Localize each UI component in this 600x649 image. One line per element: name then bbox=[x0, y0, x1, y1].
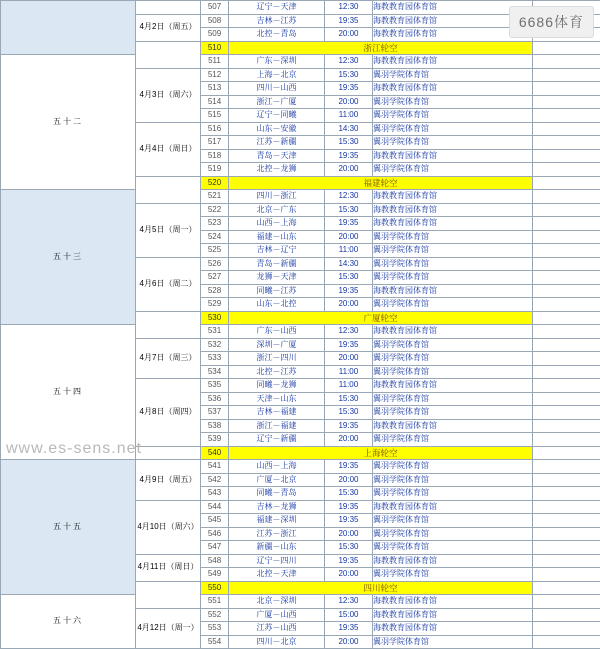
matchup-cell: 浙江－福建 bbox=[229, 419, 325, 433]
match-number: 542 bbox=[201, 473, 229, 487]
time-cell: 11:00 bbox=[325, 244, 373, 258]
broadcast-cell: 翼羽学院体育馆 bbox=[373, 109, 533, 123]
matchup-cell: 江苏－山西 bbox=[229, 622, 325, 636]
match-number: 540 bbox=[201, 446, 229, 460]
broadcast-cell: 海教教育园体育馆 bbox=[373, 419, 533, 433]
matchup-cell: 北控－江苏 bbox=[229, 365, 325, 379]
time-cell: 19:35 bbox=[325, 554, 373, 568]
spacer-cell bbox=[533, 595, 600, 609]
spacer-cell bbox=[533, 163, 600, 177]
time-cell: 15:30 bbox=[325, 136, 373, 150]
broadcast-cell: 翼羽学院体育馆 bbox=[373, 257, 533, 271]
match-number: 531 bbox=[201, 325, 229, 339]
bye-label: 广厦轮空 bbox=[229, 311, 533, 325]
broadcast-cell: 海教教育园体育馆 bbox=[373, 284, 533, 298]
time-cell: 15:30 bbox=[325, 487, 373, 501]
bye-label: 浙江轮空 bbox=[229, 41, 533, 55]
matchup-cell: 福建－深圳 bbox=[229, 514, 325, 528]
spacer-cell bbox=[533, 68, 600, 82]
table-row bbox=[1, 460, 600, 474]
time-cell: 12:30 bbox=[325, 55, 373, 69]
matchup-cell: 北京－广东 bbox=[229, 203, 325, 217]
matchup-cell: 浙江－四川 bbox=[229, 352, 325, 366]
time-cell: 12:30 bbox=[325, 190, 373, 204]
broadcast-cell: 翼羽学院体育馆 bbox=[373, 392, 533, 406]
date-cell bbox=[136, 176, 201, 203]
time-cell: 15:30 bbox=[325, 271, 373, 285]
table-row bbox=[1, 325, 600, 339]
spacer-cell bbox=[533, 487, 600, 501]
match-number: 545 bbox=[201, 514, 229, 528]
spacer-cell bbox=[533, 284, 600, 298]
time-cell: 15:30 bbox=[325, 203, 373, 217]
spacer-cell bbox=[533, 203, 600, 217]
spacer-cell bbox=[533, 230, 600, 244]
matchup-cell: 辽宁－同曦 bbox=[229, 109, 325, 123]
match-number: 543 bbox=[201, 487, 229, 501]
date-cell: 4月4日（周日） bbox=[136, 122, 201, 176]
matchup-cell: 浙江－广厦 bbox=[229, 95, 325, 109]
week-group-label: 五十四 bbox=[1, 325, 136, 460]
match-number: 533 bbox=[201, 352, 229, 366]
spacer-cell bbox=[533, 82, 600, 96]
matchup-cell: 广东－深圳 bbox=[229, 55, 325, 69]
broadcast-cell: 翼羽学院体育馆 bbox=[373, 514, 533, 528]
matchup-cell: 四川－北京 bbox=[229, 635, 325, 649]
date-cell: 4月8日（周四） bbox=[136, 379, 201, 447]
date-cell: 4月9日（周五） bbox=[136, 460, 201, 501]
time-cell: 19:35 bbox=[325, 284, 373, 298]
broadcast-cell: 翼羽学院体育馆 bbox=[373, 338, 533, 352]
watermark-site: www.es-sens.net bbox=[6, 440, 142, 458]
spacer-cell bbox=[533, 500, 600, 514]
spacer-cell bbox=[533, 176, 600, 190]
match-number: 515 bbox=[201, 109, 229, 123]
date-cell bbox=[136, 581, 201, 608]
bye-label: 上海轮空 bbox=[229, 446, 533, 460]
spacer-cell bbox=[533, 298, 600, 312]
spacer-cell bbox=[533, 149, 600, 163]
week-group-label: 五十五 bbox=[1, 460, 136, 595]
match-number: 513 bbox=[201, 82, 229, 96]
spacer-cell bbox=[533, 365, 600, 379]
spacer-cell bbox=[533, 257, 600, 271]
match-number: 552 bbox=[201, 608, 229, 622]
time-cell: 19:35 bbox=[325, 149, 373, 163]
time-cell: 20:00 bbox=[325, 568, 373, 582]
broadcast-cell: 海教教育园体育馆 bbox=[373, 379, 533, 393]
spacer-cell bbox=[533, 554, 600, 568]
match-number: 539 bbox=[201, 433, 229, 447]
matchup-cell: 青岛－天津 bbox=[229, 149, 325, 163]
date-cell: 4月3日（周六） bbox=[136, 68, 201, 122]
spacer-cell bbox=[533, 217, 600, 231]
matchup-cell: 辽宁－四川 bbox=[229, 554, 325, 568]
match-number: 523 bbox=[201, 217, 229, 231]
matchup-cell: 广东－山西 bbox=[229, 325, 325, 339]
broadcast-cell: 海教教育园体育馆 bbox=[373, 82, 533, 96]
match-number: 528 bbox=[201, 284, 229, 298]
time-cell: 19:35 bbox=[325, 82, 373, 96]
match-number: 522 bbox=[201, 203, 229, 217]
matchup-cell: 山西－上海 bbox=[229, 217, 325, 231]
match-number: 509 bbox=[201, 28, 229, 42]
broadcast-cell: 翼羽学院体育馆 bbox=[373, 230, 533, 244]
date-cell bbox=[136, 41, 201, 68]
spacer-cell bbox=[533, 514, 600, 528]
broadcast-cell: 翼羽学院体育馆 bbox=[373, 365, 533, 379]
matchup-cell: 北京－深圳 bbox=[229, 595, 325, 609]
matchup-cell: 龙狮－天津 bbox=[229, 271, 325, 285]
spacer-cell bbox=[533, 541, 600, 555]
match-number: 514 bbox=[201, 95, 229, 109]
spacer-cell bbox=[533, 55, 600, 69]
spacer-cell bbox=[533, 379, 600, 393]
broadcast-cell: 海教教育园体育馆 bbox=[373, 554, 533, 568]
watermark-badge: 6686体育 bbox=[509, 6, 594, 38]
matchup-cell: 山东－北控 bbox=[229, 298, 325, 312]
spacer-cell bbox=[533, 352, 600, 366]
broadcast-cell: 翼羽学院体育馆 bbox=[373, 460, 533, 474]
broadcast-cell: 翼羽学院体育馆 bbox=[373, 244, 533, 258]
match-number: 536 bbox=[201, 392, 229, 406]
time-cell: 20:00 bbox=[325, 433, 373, 447]
spacer-cell bbox=[533, 622, 600, 636]
match-number: 534 bbox=[201, 365, 229, 379]
time-cell: 20:00 bbox=[325, 635, 373, 649]
time-cell: 20:00 bbox=[325, 473, 373, 487]
time-cell: 20:00 bbox=[325, 527, 373, 541]
table-row bbox=[1, 595, 600, 609]
broadcast-cell: 海教教育园体育馆 bbox=[373, 190, 533, 204]
time-cell: 19:35 bbox=[325, 460, 373, 474]
broadcast-cell: 翼羽学院体育馆 bbox=[373, 487, 533, 501]
spacer-cell bbox=[533, 608, 600, 622]
date-cell bbox=[136, 311, 201, 338]
matchup-cell: 吉林－江苏 bbox=[229, 14, 325, 28]
spacer-cell bbox=[533, 136, 600, 150]
match-number: 508 bbox=[201, 14, 229, 28]
spacer-cell bbox=[533, 190, 600, 204]
broadcast-cell: 海教教育园体育馆 bbox=[373, 608, 533, 622]
broadcast-cell: 海教教育园体育馆 bbox=[373, 149, 533, 163]
matchup-cell: 北控－天津 bbox=[229, 568, 325, 582]
spacer-cell bbox=[533, 311, 600, 325]
date-cell: 4月5日（周一） bbox=[136, 203, 201, 257]
date-cell bbox=[136, 446, 201, 460]
matchup-cell: 辽宁－天津 bbox=[229, 1, 325, 15]
match-number: 553 bbox=[201, 622, 229, 636]
time-cell: 20:00 bbox=[325, 163, 373, 177]
time-cell: 12:30 bbox=[325, 325, 373, 339]
time-cell: 15:30 bbox=[325, 406, 373, 420]
spacer-cell bbox=[533, 406, 600, 420]
match-number: 538 bbox=[201, 419, 229, 433]
spacer-cell bbox=[533, 635, 600, 649]
matchup-cell: 江苏－浙江 bbox=[229, 527, 325, 541]
broadcast-cell: 海教教育园体育馆 bbox=[373, 55, 533, 69]
week-group-label: 五十六 bbox=[1, 595, 136, 649]
match-number: 549 bbox=[201, 568, 229, 582]
matchup-cell: 青岛－新疆 bbox=[229, 257, 325, 271]
match-number: 512 bbox=[201, 68, 229, 82]
spacer-cell bbox=[533, 446, 600, 460]
time-cell: 12:30 bbox=[325, 1, 373, 15]
match-number: 526 bbox=[201, 257, 229, 271]
broadcast-cell: 海教教育园体育馆 bbox=[373, 500, 533, 514]
spacer-cell bbox=[533, 122, 600, 136]
time-cell: 19:35 bbox=[325, 419, 373, 433]
matchup-cell: 辽宁－新疆 bbox=[229, 433, 325, 447]
time-cell: 15:30 bbox=[325, 541, 373, 555]
broadcast-cell: 海教教育园体育馆 bbox=[373, 325, 533, 339]
match-number: 516 bbox=[201, 122, 229, 136]
match-number: 537 bbox=[201, 406, 229, 420]
broadcast-cell: 海教教育园体育馆 bbox=[373, 28, 533, 42]
match-number: 532 bbox=[201, 338, 229, 352]
broadcast-cell: 翼羽学院体育馆 bbox=[373, 635, 533, 649]
match-number: 547 bbox=[201, 541, 229, 555]
match-number: 535 bbox=[201, 379, 229, 393]
broadcast-cell: 翼羽学院体育馆 bbox=[373, 541, 533, 555]
time-cell: 20:00 bbox=[325, 230, 373, 244]
time-cell: 19:35 bbox=[325, 622, 373, 636]
broadcast-cell: 翼羽学院体育馆 bbox=[373, 95, 533, 109]
broadcast-cell: 海教教育园体育馆 bbox=[373, 14, 533, 28]
broadcast-cell: 翼羽学院体育馆 bbox=[373, 122, 533, 136]
date-cell: 4月11日（周日） bbox=[136, 554, 201, 581]
spacer-cell bbox=[533, 95, 600, 109]
match-number: 519 bbox=[201, 163, 229, 177]
time-cell: 19:35 bbox=[325, 500, 373, 514]
match-number: 548 bbox=[201, 554, 229, 568]
spacer-cell bbox=[533, 244, 600, 258]
match-number: 507 bbox=[201, 1, 229, 15]
matchup-cell: 江苏－新疆 bbox=[229, 136, 325, 150]
broadcast-cell: 海教教育园体育馆 bbox=[373, 595, 533, 609]
match-number: 529 bbox=[201, 298, 229, 312]
matchup-cell: 福建－山东 bbox=[229, 230, 325, 244]
match-number: 544 bbox=[201, 500, 229, 514]
broadcast-cell: 翼羽学院体育馆 bbox=[373, 68, 533, 82]
matchup-cell: 新疆－山东 bbox=[229, 541, 325, 555]
matchup-cell: 广厦－北京 bbox=[229, 473, 325, 487]
broadcast-cell: 翼羽学院体育馆 bbox=[373, 298, 533, 312]
time-cell: 20:00 bbox=[325, 298, 373, 312]
broadcast-cell: 海教教育园体育馆 bbox=[373, 622, 533, 636]
time-cell: 15:30 bbox=[325, 392, 373, 406]
match-number: 511 bbox=[201, 55, 229, 69]
match-number: 520 bbox=[201, 176, 229, 190]
spacer-cell bbox=[533, 109, 600, 123]
matchup-cell: 吉林－龙狮 bbox=[229, 500, 325, 514]
matchup-cell: 同曦－龙狮 bbox=[229, 379, 325, 393]
table-row bbox=[1, 190, 600, 204]
date-cell: 4月2日（周五） bbox=[136, 14, 201, 41]
match-number: 524 bbox=[201, 230, 229, 244]
spacer-cell bbox=[533, 433, 600, 447]
spacer-cell bbox=[533, 41, 600, 55]
match-number: 521 bbox=[201, 190, 229, 204]
broadcast-cell: 海教教育园体育馆 bbox=[373, 203, 533, 217]
time-cell: 15:30 bbox=[325, 68, 373, 82]
matchup-cell: 山东－安徽 bbox=[229, 122, 325, 136]
broadcast-cell: 翼羽学院体育馆 bbox=[373, 163, 533, 177]
match-number: 527 bbox=[201, 271, 229, 285]
matchup-cell: 北控－青岛 bbox=[229, 28, 325, 42]
time-cell: 15:00 bbox=[325, 608, 373, 622]
week-group-label: 五十二 bbox=[1, 55, 136, 190]
match-number: 530 bbox=[201, 311, 229, 325]
match-number: 550 bbox=[201, 581, 229, 595]
spacer-cell bbox=[533, 419, 600, 433]
time-cell: 12:30 bbox=[325, 595, 373, 609]
matchup-cell: 北控－龙狮 bbox=[229, 163, 325, 177]
spacer-cell bbox=[533, 460, 600, 474]
spacer-cell bbox=[533, 527, 600, 541]
broadcast-cell: 翼羽学院体育馆 bbox=[373, 136, 533, 150]
match-number: 546 bbox=[201, 527, 229, 541]
date-cell: 4月12日（周一） bbox=[136, 608, 201, 649]
matchup-cell: 同曦－青岛 bbox=[229, 487, 325, 501]
time-cell: 20:00 bbox=[325, 352, 373, 366]
time-cell: 11:00 bbox=[325, 109, 373, 123]
spacer-cell bbox=[533, 568, 600, 582]
spacer-cell bbox=[533, 271, 600, 285]
time-cell: 19:35 bbox=[325, 217, 373, 231]
matchup-cell: 山西－上海 bbox=[229, 460, 325, 474]
match-number: 525 bbox=[201, 244, 229, 258]
broadcast-cell: 海教教育园体育馆 bbox=[373, 1, 533, 15]
table-row bbox=[1, 55, 600, 69]
bye-label: 福建轮空 bbox=[229, 176, 533, 190]
broadcast-cell: 翼羽学院体育馆 bbox=[373, 527, 533, 541]
date-cell bbox=[136, 1, 201, 15]
matchup-cell: 深圳－广厦 bbox=[229, 338, 325, 352]
time-cell: 14:30 bbox=[325, 122, 373, 136]
time-cell: 19:35 bbox=[325, 514, 373, 528]
week-group-label: 五十三 bbox=[1, 190, 136, 325]
spacer-cell bbox=[533, 581, 600, 595]
broadcast-cell: 海教教育园体育馆 bbox=[373, 217, 533, 231]
broadcast-cell: 翼羽学院体育馆 bbox=[373, 433, 533, 447]
matchup-cell: 天津－山东 bbox=[229, 392, 325, 406]
broadcast-cell: 翼羽学院体育馆 bbox=[373, 352, 533, 366]
date-cell: 4月10日（周六） bbox=[136, 500, 201, 554]
time-cell: 19:35 bbox=[325, 338, 373, 352]
matchup-cell: 上海－北京 bbox=[229, 68, 325, 82]
time-cell: 20:00 bbox=[325, 95, 373, 109]
matchup-cell: 同曦－江苏 bbox=[229, 284, 325, 298]
match-number: 554 bbox=[201, 635, 229, 649]
bye-label: 四川轮空 bbox=[229, 581, 533, 595]
match-number: 518 bbox=[201, 149, 229, 163]
matchup-cell: 吉林－福建 bbox=[229, 406, 325, 420]
week-group-label bbox=[1, 1, 136, 55]
time-cell: 20:00 bbox=[325, 28, 373, 42]
broadcast-cell: 翼羽学院体育馆 bbox=[373, 406, 533, 420]
match-number: 510 bbox=[201, 41, 229, 55]
spacer-cell bbox=[533, 392, 600, 406]
matchup-cell: 四川－山西 bbox=[229, 82, 325, 96]
match-number: 541 bbox=[201, 460, 229, 474]
spacer-cell bbox=[533, 338, 600, 352]
time-cell: 19:35 bbox=[325, 14, 373, 28]
matchup-cell: 吉林－辽宁 bbox=[229, 244, 325, 258]
time-cell: 11:00 bbox=[325, 365, 373, 379]
time-cell: 14:30 bbox=[325, 257, 373, 271]
broadcast-cell: 翼羽学院体育馆 bbox=[373, 271, 533, 285]
date-cell: 4月7日（周三） bbox=[136, 338, 201, 379]
schedule-body bbox=[1, 1, 600, 649]
broadcast-cell: 翼羽学院体育馆 bbox=[373, 473, 533, 487]
matchup-cell: 广厦－山西 bbox=[229, 608, 325, 622]
spacer-cell bbox=[533, 325, 600, 339]
matchup-cell: 四川－浙江 bbox=[229, 190, 325, 204]
match-number: 517 bbox=[201, 136, 229, 150]
time-cell: 11:00 bbox=[325, 379, 373, 393]
broadcast-cell: 翼羽学院体育馆 bbox=[373, 568, 533, 582]
date-cell: 4月6日（周二） bbox=[136, 257, 201, 311]
match-number: 551 bbox=[201, 595, 229, 609]
